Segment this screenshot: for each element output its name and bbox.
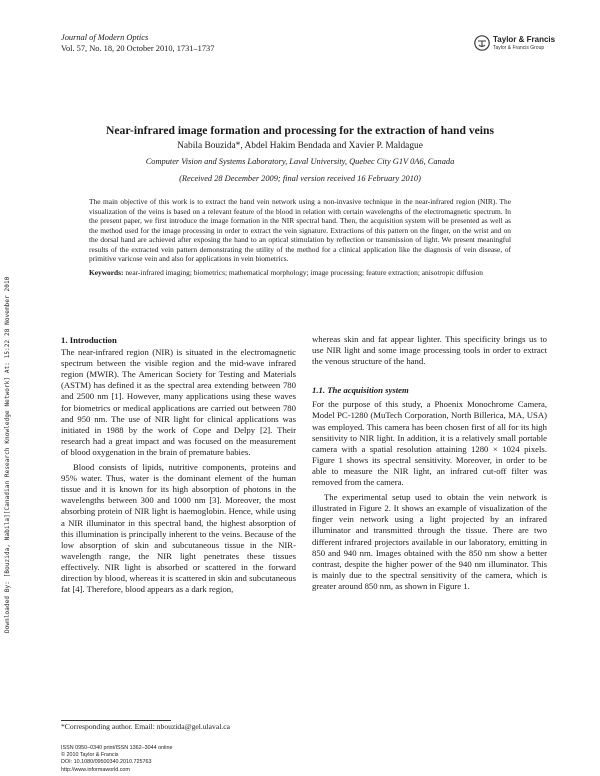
acquisition-heading: 1.1. The acquisition system bbox=[312, 385, 409, 396]
website-link[interactable]: http://www.informaworld.com bbox=[61, 766, 130, 773]
issn-line: ISSN 0950–0340 print/ISSN 1362–3044 online bbox=[61, 745, 173, 751]
keywords-label: Keywords: bbox=[89, 267, 124, 277]
article-authors: Nabila Bouzida*, Abdel Hakim Bendada and Xavier P. Maldague bbox=[177, 141, 423, 151]
intro-paragraph-2: Blood consists of lipids, nutritive components, proteins and 95% water. Thus, water is the dominant element of the human tissue and it is known for its high absorption of photons in the wavelengths between 300 and 1000 nm [3]. Moreover, the most absorbing protein of NIR light is haemoglobin. Hence, while using a NIR illuminator in this spectral band, the highest absorption of this illumination is principally inherent to the veins. Because of the low absorption of skin and subcutaneous tissue in the NIR-wavelength range, the NIR light penetrates these tissues effectively. NIR light is absorbed or scattered in the forward direction by blood, whereas it is scattered in skin and subcutaneous fat [4]. Therefore, blood appears as a dark region, bbox=[61, 462, 296, 595]
abstract-text: The main objective of this work is to extract the hand vein network using a non-invasive technique in the near-infrared region (NIR). The visualization of the veins is based on a relevant feature of the blood in relation with certain wavelengths of the electromagnetic spectrum. In the present paper, we first introduce the image formation in the NIR spectral band. Then, the acquisition system will be presented as well as the method used for the image processing in order to extract the vein signature. Extractions of this pattern on the finger, on the wrist and on the dorsal hand are achieved after exposing the hand to an optical stimulation by reflection or transmission of light. We present meaningful results of the extracted vein pattern demonstrating the utility of the method for a clinical application like the diagnosis of vein disease, of primitive varicose vein and also for applications in vein biometrics. bbox=[89, 197, 511, 263]
journal-header bbox=[61, 32, 214, 54]
article-received: (Received 28 December 2009; final version received 16 February 2010) bbox=[179, 174, 421, 183]
copyright-line: © 2010 Taylor & Francis bbox=[61, 752, 119, 759]
intro-heading: 1. Introduction bbox=[61, 335, 117, 345]
issn-block bbox=[61, 745, 173, 774]
right-paragraph-0: whereas skin and fat appear lighter. This specificity brings us to use NIR light and some image processing tools in order to extract the venous structure of the hand. bbox=[312, 334, 547, 367]
journal-name: Journal of Modern Optics bbox=[61, 33, 149, 42]
intro-paragraph-1: The near-infrared region (NIR) is situated in the electromagnetic spectrum between the visible region and the mid-wave infrared region (MWIR). The American Society for Testing and Materials (ASTM) has defined it as the spectral area extending between 780 and 2500 nm [1]. However, many applications using these waves for biometrics or medical applications are carried out between 780 and 950 nm. The use of NIR light for clinical applications was initiated in 1988 by the work of Cope and Delpy [2]. Their research had a great impact and was focused on the measurement of blood oxygenation in the brain of premature babies. bbox=[61, 347, 296, 457]
article-title: Near-infrared image formation and processing for the extraction of hand veins bbox=[106, 124, 494, 137]
publisher-logo bbox=[474, 33, 564, 55]
abstract bbox=[89, 197, 511, 277]
volume-line: Vol. 57, No. 18, 20 October 2010, 1731–1737 bbox=[61, 44, 215, 53]
keywords bbox=[89, 268, 511, 278]
publisher-group: Taylor & Francis Group bbox=[493, 45, 545, 51]
acquisition-paragraph-1: For the purpose of this study, a Phoenix Monochrome Camera, Model PC-1280 (MuTech Corporation, North Billerica, MA, USA) was employed. This camera has been chosen first of all for its high sensitivity to NIR light. In addition, it is a relatively small portable camera with a spatial resolution attaining 1280 × 1024 pixels. Figure 1 shows its spectral sensitivity. Moreover, in order to be able to measure the NIR light, an infrared cut-off filter was removed from the camera. bbox=[312, 399, 547, 488]
taylor-francis-mark-icon bbox=[474, 35, 490, 51]
footnote: *Corresponding author. Email: nbouzida@gel.ulaval.ca bbox=[61, 722, 230, 731]
left-column bbox=[61, 335, 296, 595]
download-watermark bbox=[4, 213, 16, 633]
download-watermark-text: Downloaded By: [Bouzida, Nabila][Canadian Research Knowledge Network] At: 15:22 28 November 2010 bbox=[4, 276, 11, 633]
acquisition-paragraph-2: The experimental setup used to obtain the vein network is illustrated in Figure 2. It shows an example of visualization of the finger vein network using a light projected by an infrared illuminator and transmitted through the tissue. There are two different infrared projectors available in our laboratory, emitting in 850 and 940 nm. Images obtained with the 850 nm show a better contrast, despite the higher power of the 940 nm illuminator. This is mainly due to the spectral sensitivity of the camera, which is greater around 850 nm, as shown in Figure 1. bbox=[312, 492, 547, 591]
footnote-rule bbox=[61, 720, 171, 721]
publisher-name: Taylor & Francis bbox=[493, 35, 556, 44]
keywords-text: near-infrared imaging; biometrics; mathematical morphology; image processing; feature extraction; anisotropic diffusion bbox=[125, 267, 483, 277]
article-affiliation: Computer Vision and Systems Laboratory, Laval University, Quebec City G1V 0A6, Canada bbox=[145, 157, 455, 166]
doi-line: DOI: 10.1080/09500340.2010.725763 bbox=[61, 759, 152, 766]
right-column bbox=[312, 334, 547, 592]
